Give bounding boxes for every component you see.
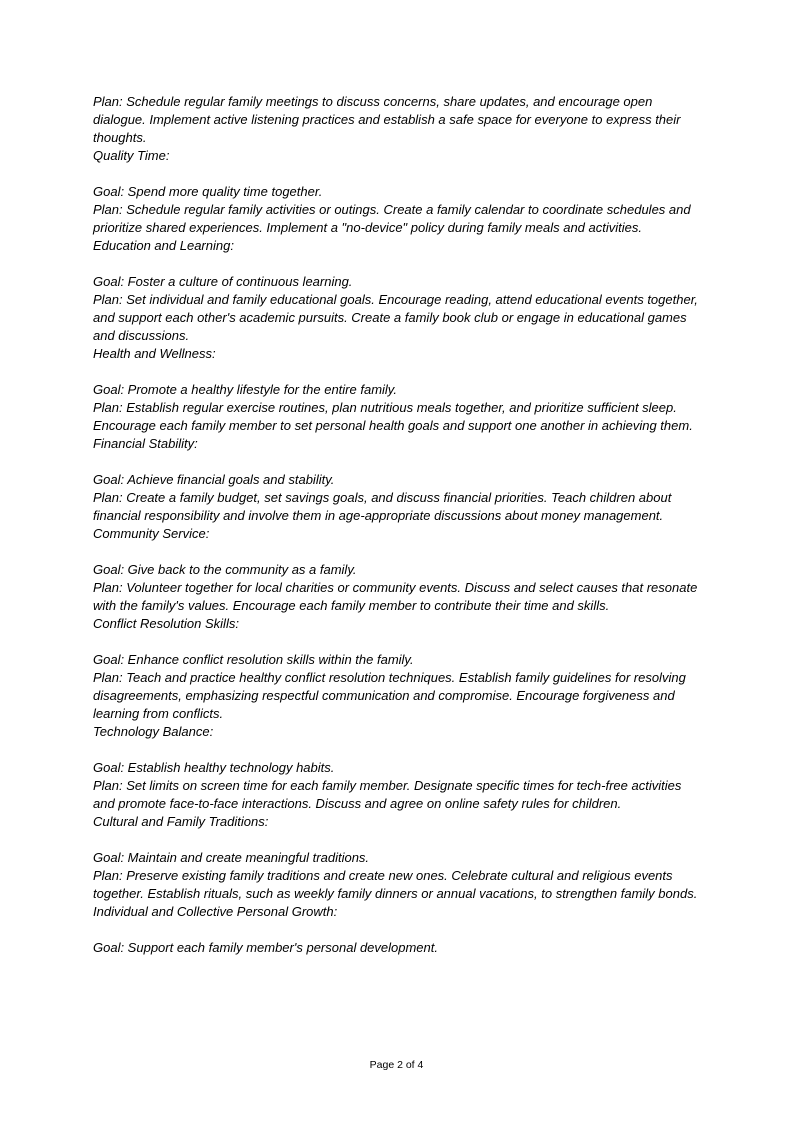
- blank-line: [93, 165, 703, 183]
- section-heading: Community Service:: [93, 526, 210, 541]
- plan-paragraph: Plan: Establish regular exercise routines, plan nutritious meals together, and prioritize sufficient sleep. Encourage each family member to set personal health goals and support one another in achieving them.: [93, 400, 693, 433]
- section-heading: Technology Balance:: [93, 724, 214, 739]
- goal-paragraph: Goal: Establish healthy technology habits.: [93, 760, 335, 775]
- blank-line: [93, 543, 703, 561]
- goal-paragraph: Goal: Give back to the community as a family.: [93, 562, 357, 577]
- section-heading: Health and Wellness:: [93, 346, 216, 361]
- section-heading: Individual and Collective Personal Growth:: [93, 904, 338, 919]
- page-number-footer: Page 2 of 4: [369, 1059, 424, 1071]
- goal-paragraph: Goal: Spend more quality time together.: [93, 184, 323, 199]
- plan-paragraph: Plan: Schedule regular family meetings to discuss concerns, share updates, and encourage open dialogue. Implement active listening practices and establish a safe space for everyone to express their thoughts.: [93, 94, 681, 145]
- goal-paragraph: Goal: Enhance conflict resolution skills within the family.: [93, 652, 414, 667]
- blank-line: [93, 741, 703, 759]
- goal-paragraph: Goal: Achieve financial goals and stability.: [93, 472, 335, 487]
- section-heading: Financial Stability:: [93, 436, 198, 451]
- plan-paragraph: Plan: Set limits on screen time for each family member. Designate specific times for tech-free activities and promote face-to-face interactions. Discuss and agree on online safety rules for children.: [93, 778, 682, 811]
- blank-line: [93, 831, 703, 849]
- section-heading: Cultural and Family Traditions:: [93, 814, 269, 829]
- section-heading: Conflict Resolution Skills:: [93, 616, 239, 631]
- section-heading: Education and Learning:: [93, 238, 234, 253]
- plan-paragraph: Plan: Preserve existing family traditions and create new ones. Celebrate cultural and religious events together. Establish rituals, such as weekly family dinners or annual vacations, to strengthen family bonds.: [93, 868, 698, 901]
- blank-line: [93, 633, 703, 651]
- section-heading: Quality Time:: [93, 148, 170, 163]
- blank-line: [93, 255, 703, 273]
- blank-line: [93, 363, 703, 381]
- goal-paragraph: Goal: Promote a healthy lifestyle for the entire family.: [93, 382, 397, 397]
- goal-paragraph: Goal: Support each family member's personal development.: [93, 940, 438, 955]
- plan-paragraph: Plan: Teach and practice healthy conflict resolution techniques. Establish family guidelines for resolving disagreements, emphasizing respectful communication and compromise. Encourage forgiveness and learning from conflicts.: [93, 670, 686, 721]
- goal-paragraph: Goal: Maintain and create meaningful traditions.: [93, 850, 370, 865]
- plan-paragraph: Plan: Create a family budget, set savings goals, and discuss financial priorities. Teach children about financial responsibility and involve them in age-appropriate discussions about money management.: [93, 490, 672, 523]
- document-body-text: [93, 93, 703, 957]
- blank-line: [93, 921, 703, 939]
- plan-paragraph: Plan: Volunteer together for local charities or community events. Discuss and select causes that resonate with the family's values. Encourage each family member to contribute their time and skills.: [93, 580, 698, 613]
- goal-paragraph: Goal: Foster a culture of continuous learning.: [93, 274, 353, 289]
- plan-paragraph: Plan: Set individual and family educational goals. Encourage reading, attend educational events together, and support each other's academic pursuits. Create a family book club or engage in educational games and discussions.: [93, 292, 698, 343]
- blank-line: [93, 453, 703, 471]
- plan-paragraph: Plan: Schedule regular family activities or outings. Create a family calendar to coordinate schedules and prioritize shared experiences. Implement a "no-device" policy during family meals and activities.: [93, 202, 691, 235]
